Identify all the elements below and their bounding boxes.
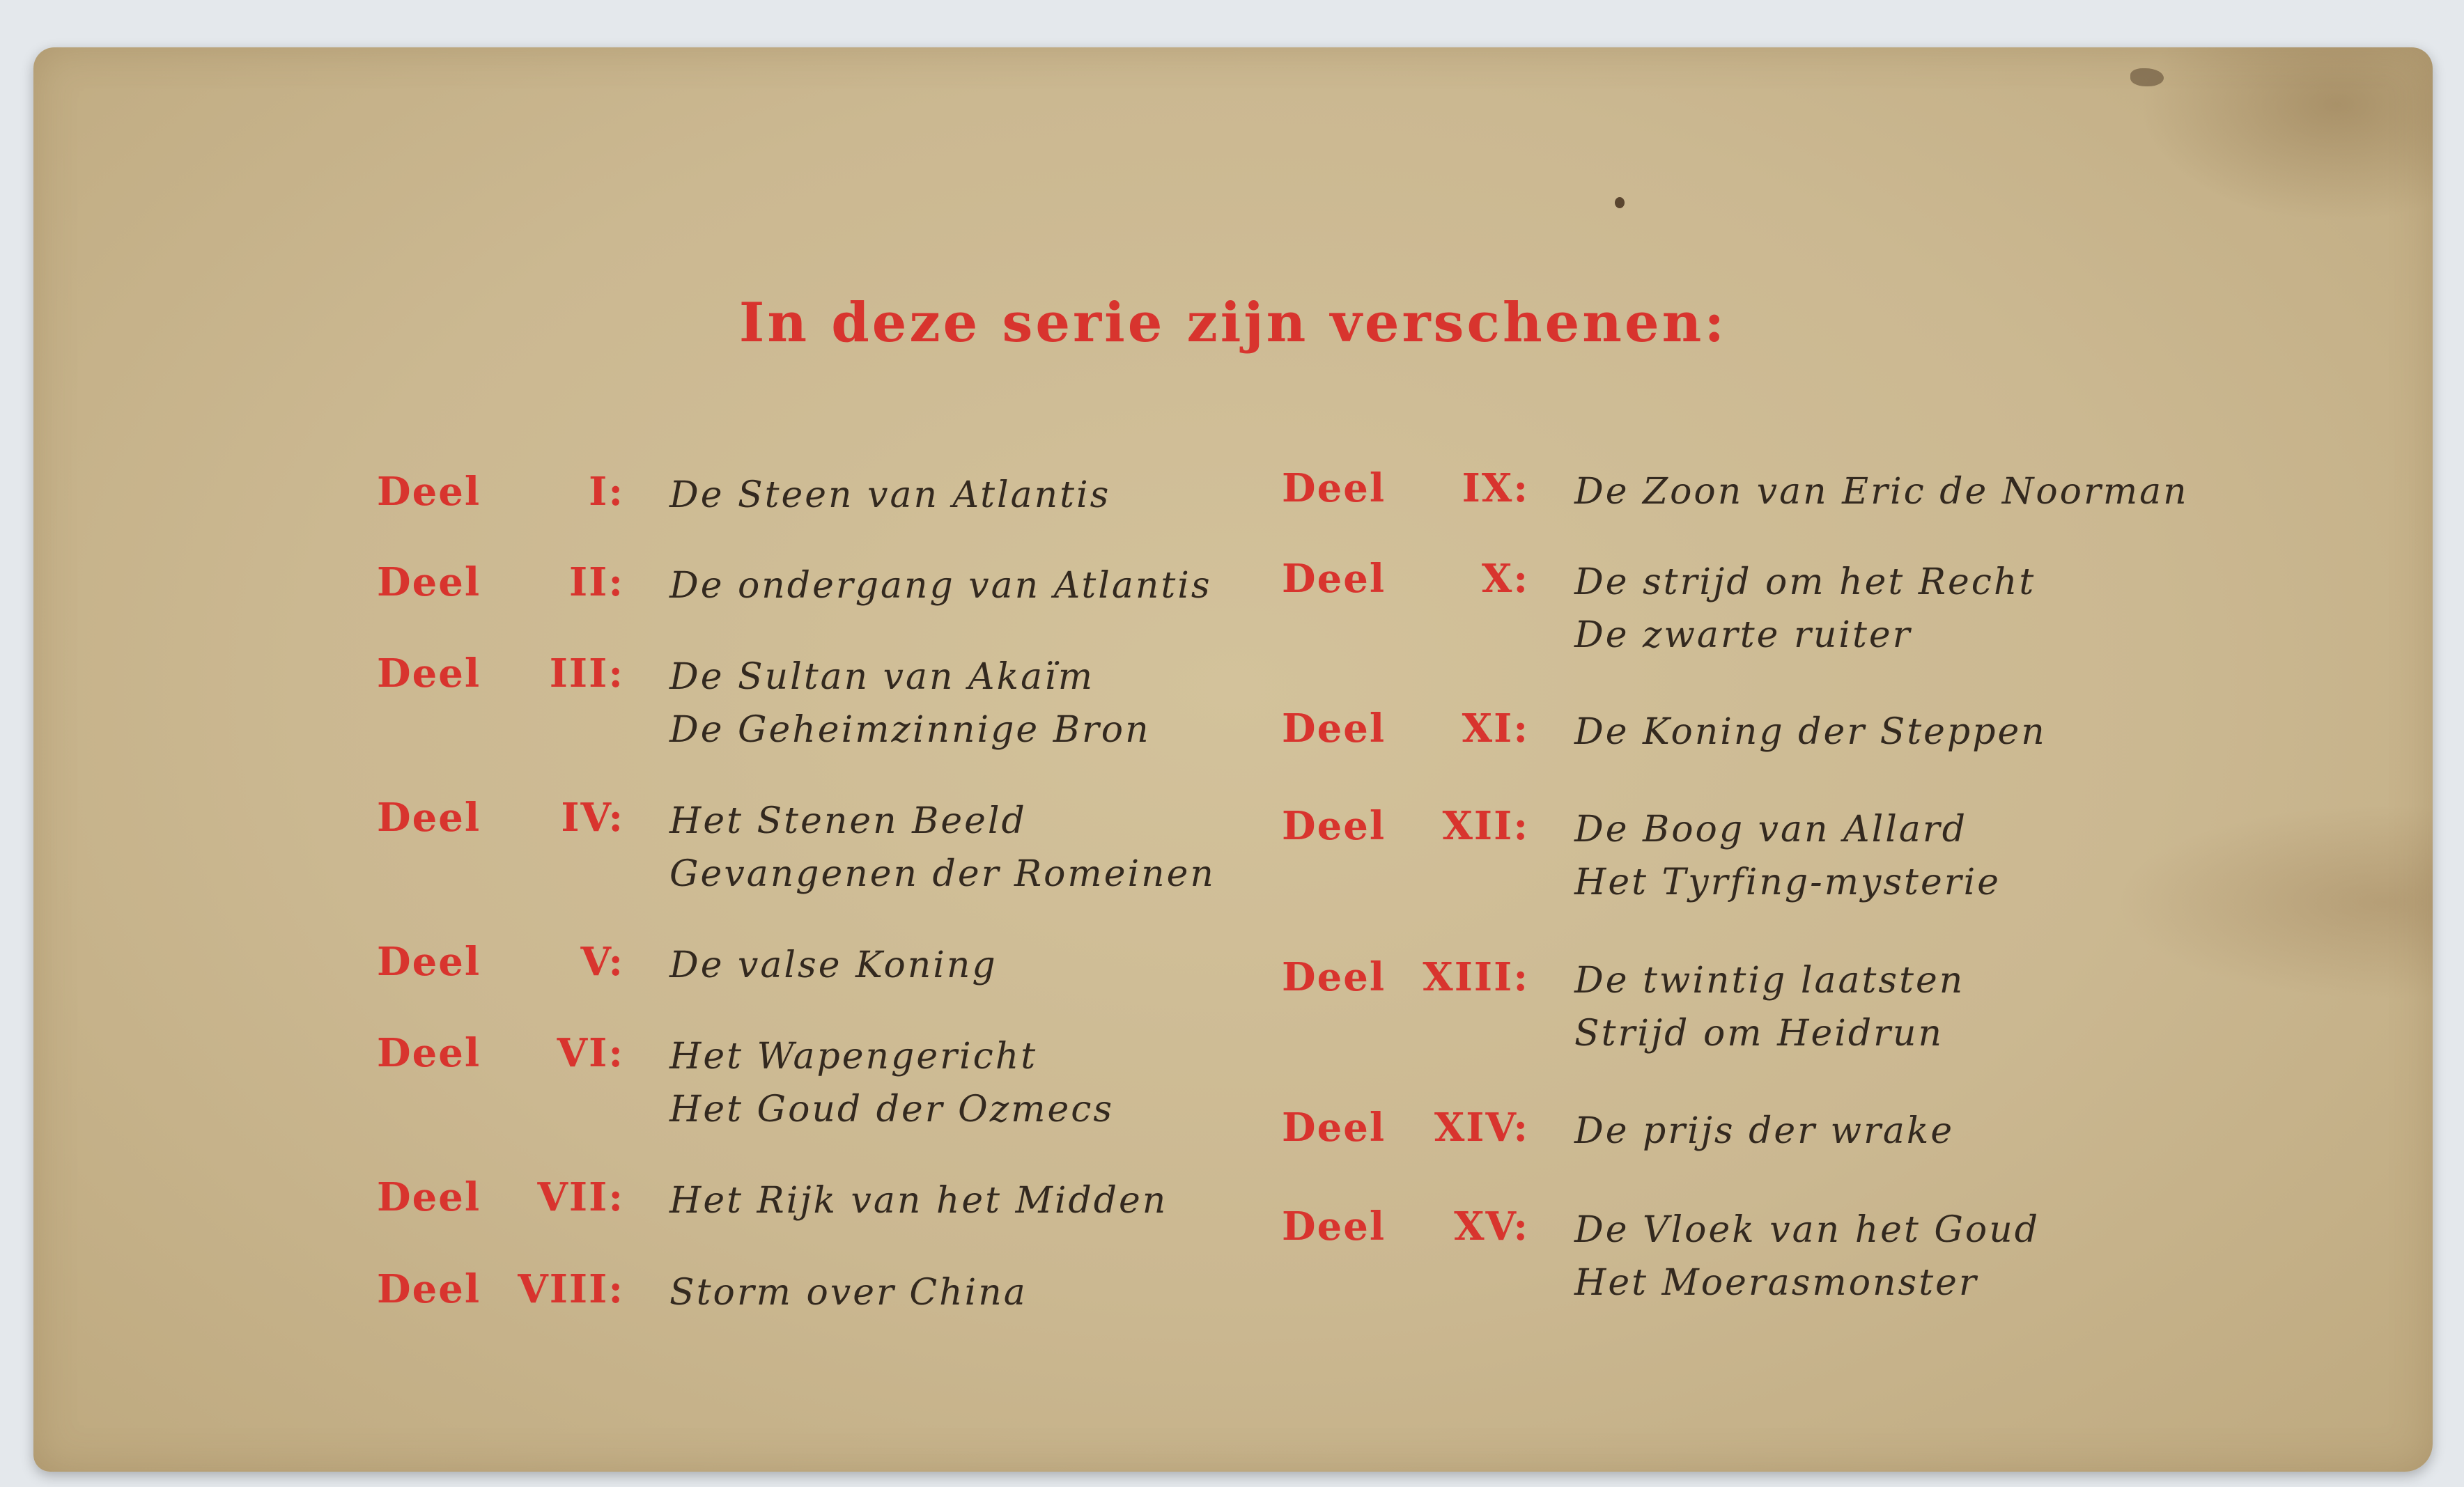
deel-word: Deel [377, 559, 481, 605]
volume-number: V: [580, 939, 624, 985]
deel-word: Deel [1282, 954, 1386, 1000]
volume-label [377, 559, 624, 605]
deel-word: Deel [1282, 706, 1386, 752]
volume-title: Het Tyrfing-mysterie [1574, 862, 2001, 903]
volume-label [1282, 1204, 1529, 1249]
volume-number: XIV: [1434, 1105, 1529, 1151]
deel-word: Deel [1282, 803, 1386, 849]
volume-titles [669, 651, 1151, 756]
volume-number: II: [568, 559, 624, 605]
volume-title: Het Moerasmonster [1574, 1262, 1978, 1304]
volume-label [1282, 706, 1529, 752]
volume-number: XV: [1454, 1204, 1529, 1249]
volume-title: De strijd om het Recht [1574, 561, 2036, 603]
volume-number: XI: [1462, 706, 1529, 752]
volume-title: Het Wapengericht [669, 1036, 1038, 1077]
volume-title: De zwarte ruiter [1574, 614, 1912, 656]
volume-titles [669, 559, 1212, 612]
volume-title: De Boog van Allard [1574, 809, 1967, 850]
volume-titles [669, 1266, 1028, 1319]
volume-titles [1574, 803, 2001, 909]
volume-number: I: [589, 469, 624, 515]
volume-number: IV: [561, 795, 624, 841]
volume-titles [1574, 556, 2036, 662]
volume-label [377, 651, 624, 696]
paper-stain [2130, 68, 2164, 86]
deel-word: Deel [377, 939, 481, 985]
volume-title: De Vloek van het Goud [1574, 1209, 2040, 1251]
ink-spot [1615, 197, 1625, 208]
volume-number: IX: [1462, 465, 1529, 511]
volume-title: Het Stenen Beeld [669, 800, 1027, 842]
volume-title: De ondergang van Atlantis [669, 565, 1212, 607]
volume-label [1282, 465, 1529, 511]
volume-titles [1574, 1105, 1954, 1158]
volume-number: VII: [537, 1174, 624, 1220]
volume-titles [669, 1030, 1114, 1136]
deel-word: Deel [377, 1030, 481, 1076]
volume-label [377, 1266, 624, 1312]
volume-titles [669, 469, 1110, 522]
volume-label [1282, 1105, 1529, 1151]
volume-number: X: [1481, 556, 1529, 602]
volume-title: De valse Koning [669, 944, 998, 986]
volume-title: De Zoon van Eric de Noorman [1574, 471, 2189, 513]
volume-label [377, 795, 624, 841]
volume-titles [669, 939, 998, 992]
series-heading: In deze serie zijn verschenen: [738, 291, 1728, 355]
volume-titles [1574, 706, 2047, 758]
deel-word: Deel [377, 651, 481, 696]
deel-word: Deel [377, 1266, 481, 1312]
volume-title: De Sultan van Akaïm [669, 656, 1095, 698]
volume-title: De twintig laatsten [1574, 960, 1965, 1002]
volume-title: De Geheimzinnige Bron [669, 709, 1151, 751]
volume-titles [1574, 1204, 2040, 1309]
volume-label [1282, 556, 1529, 602]
volume-number: VIII: [518, 1266, 624, 1312]
volume-number: VI: [557, 1030, 624, 1076]
volume-title: De Steen van Atlantis [669, 474, 1111, 516]
volume-titles [1574, 465, 2189, 518]
deel-word: Deel [377, 795, 481, 841]
volume-titles [669, 1174, 1168, 1227]
book-back-cover [33, 47, 2433, 1472]
volume-label [377, 939, 624, 985]
deel-word: Deel [1282, 465, 1386, 511]
volume-title: Strijd om Heidrun [1574, 1013, 1944, 1054]
volume-title: Het Rijk van het Midden [669, 1180, 1168, 1222]
volume-title: Gevangenen der Romeinen [669, 853, 1216, 895]
volume-label [1282, 954, 1529, 1000]
deel-word: Deel [377, 469, 481, 515]
volume-label [377, 1030, 624, 1076]
volume-label [377, 469, 624, 515]
volume-title: De Koning der Steppen [1574, 711, 2047, 753]
volume-label [377, 1174, 624, 1220]
volume-titles [669, 795, 1216, 901]
volume-title: Storm over China [669, 1272, 1028, 1314]
deel-word: Deel [377, 1174, 481, 1220]
volume-title: De prijs der wrake [1574, 1110, 1955, 1152]
deel-word: Deel [1282, 1204, 1386, 1249]
volume-title: Het Goud der Ozmecs [669, 1089, 1115, 1130]
volume-titles [1574, 954, 1965, 1060]
volume-number: XII: [1442, 803, 1529, 849]
volume-number: XIII: [1423, 954, 1529, 1000]
volume-label [1282, 803, 1529, 849]
deel-word: Deel [1282, 1105, 1386, 1151]
volume-number: III: [549, 651, 624, 696]
deel-word: Deel [1282, 556, 1386, 602]
